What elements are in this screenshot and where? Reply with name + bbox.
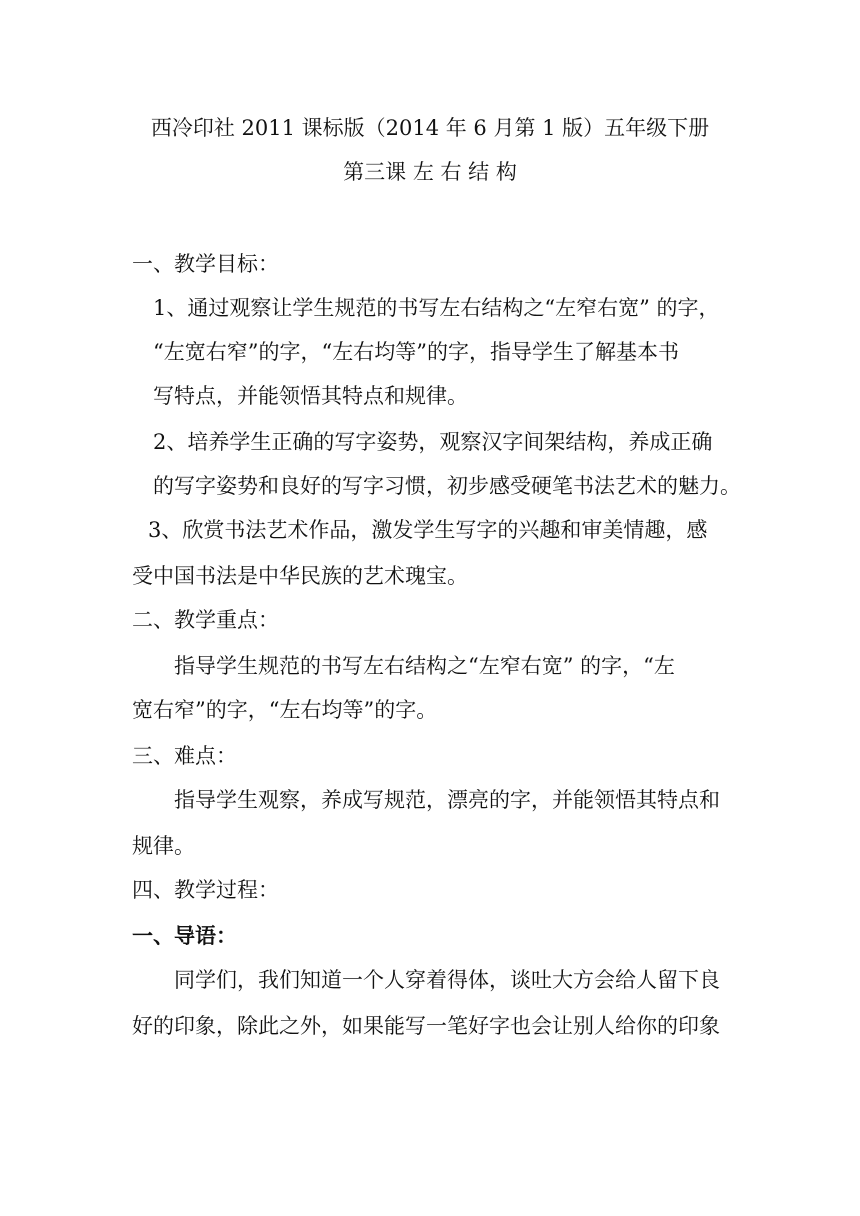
lesson-title: 第三课 左 右 结 构 [343,160,517,184]
document-title: 西冷印社 2011 课标版（2014 年 6 月第 1 版）五年级下册 [150,116,710,140]
objective-line: 的写字姿势和良好的写字习惯，初步感受硬笔书法艺术的魅力。 [153,474,741,498]
section-heading-objectives: 一、教学目标： [132,252,279,276]
difficulty-line: 指导学生观察，养成写规范，漂亮的字，并能领悟其特点和 [174,788,720,812]
objective-line: 1、通过观察让学生规范的书写左右结构之“左窄右宽” 的字， [153,296,720,320]
section-heading-introduction: 一、导语： [132,924,237,948]
difficulty-line: 规律。 [132,834,195,858]
objective-line: “左宽右窄”的字，“左右均等”的字，指导学生了解基本书 [153,340,679,364]
objective-line: 3、欣赏书法艺术作品，激发学生写字的兴趣和审美情趣，感 [148,518,708,542]
section-heading-process: 四、教学过程： [132,878,279,902]
key-point-line: 宽右窄”的字，“左右均等”的字。 [132,698,438,722]
key-point-line: 指导学生规范的书写左右结构之“左窄右宽” 的字，“左 [174,654,675,678]
introduction-line: 同学们，我们知道一个人穿着得体，谈吐大方会给人留下良 [174,968,720,992]
section-heading-difficulties: 三、难点： [132,744,237,768]
objective-line: 写特点，并能领悟其特点和规律。 [153,384,468,408]
introduction-line: 好的印象，除此之外，如果能写一笔好字也会让别人给你的印象 [132,1014,720,1038]
objective-line: 受中国书法是中华民族的艺术瑰宝。 [132,564,468,588]
section-heading-key-points: 二、教学重点： [132,608,279,632]
objective-line: 2、培养学生正确的写字姿势，观察汉字间架结构，养成正确 [153,430,713,454]
